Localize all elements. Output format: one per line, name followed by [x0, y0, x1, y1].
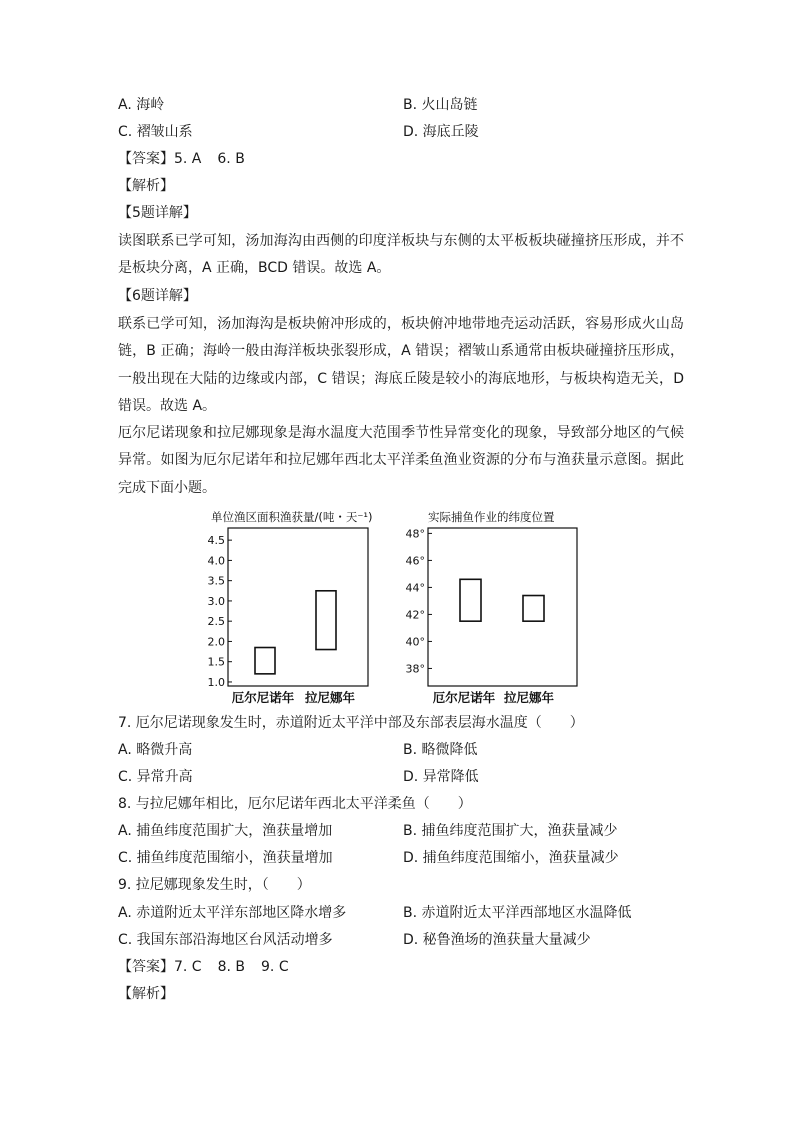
q9-option-d: D. 秘鲁渔场的渔获量大量减少: [403, 932, 591, 948]
answer-label-2: 【答案】: [118, 959, 174, 975]
answer-7: 7. C: [174, 959, 202, 975]
catch-range-bar: [316, 591, 336, 650]
latitude-ytick-label: 48°: [405, 527, 425, 541]
q7-option-b: B. 略微降低: [403, 742, 478, 758]
q9-option-c: C. 我国东部沿海地区台风活动增多: [118, 932, 333, 948]
latitude-chart-svg: [400, 506, 590, 706]
q8-option-b: B. 捕鱼纬度范围扩大，渔获量减少: [403, 823, 618, 839]
latitude-ytick-label: 42°: [405, 608, 425, 622]
q6-option-a: A. 海岭: [118, 97, 165, 113]
latitude-ytick-label: 46°: [405, 554, 425, 568]
latitude-ytick-label: 40°: [405, 635, 425, 649]
latitude-ytick-label: 44°: [405, 581, 425, 595]
answer-9: 9. C: [261, 959, 289, 975]
catch-ytick-label: 4.0: [207, 554, 225, 568]
latitude-range-bar: [460, 579, 481, 621]
q6-option-b: B. 火山岛链: [403, 97, 478, 113]
catch-ytick-label: 1.0: [207, 675, 225, 689]
answer-8: 8. B: [217, 959, 246, 975]
catch-ytick-label: 3.0: [207, 594, 225, 608]
catch-ytick-label: 2.5: [207, 615, 225, 629]
analysis-label: 【解析】: [118, 178, 174, 194]
answer-6: 6. B: [217, 151, 245, 167]
latitude-chart-title: 实际捕鱼作业的纬度位置: [428, 510, 555, 524]
q7-option-a: A. 略微升高: [118, 742, 193, 758]
answer-label: 【答案】: [118, 151, 174, 167]
catch-chart-title: 单位渔区面积渔获量/(吨・天⁻¹): [211, 510, 373, 524]
intro-text: 厄尔尼诺现象和拉尼娜现象是海水温度大范围季节性异常变化的现象，导致部分地区的气候异常。如图为厄尔尼诺年和拉尼娜年西北太平洋柔鱼渔业资源的分布与渔获量示意图。据此完成下面小题。: [118, 425, 684, 496]
q7-stem: 7. 厄尔尼诺现象发生时，赤道附近太平洋中部及东部表层海水温度（ ）: [118, 715, 584, 731]
q9-stem: 9. 拉尼娜现象发生时，（ ）: [118, 877, 311, 893]
q8-stem: 8. 与拉尼娜年相比，厄尔尼诺年西北太平洋柔鱼（ ）: [118, 796, 472, 812]
latitude-chart-frame: [428, 528, 577, 686]
q9-option-a: A. 赤道附近太平洋东部地区降水增多: [118, 905, 347, 921]
q9-option-b: B. 赤道附近太平洋西部地区水温降低: [403, 905, 632, 921]
latitude-range-bar: [523, 596, 544, 622]
catch-chart-svg: [198, 506, 388, 706]
catch-category-label: 厄尔尼诺年: [231, 690, 295, 705]
catch-ytick-label: 3.5: [207, 574, 225, 588]
catch-category-label: 拉尼娜年: [304, 690, 356, 705]
q8-option-a: A. 捕鱼纬度范围扩大，渔获量增加: [118, 823, 333, 839]
latitude-category-label: 厄尔尼诺年: [432, 690, 496, 705]
q6-detail-text: 联系已学可知，汤加海沟是板块俯冲形成的，板块俯冲地带地壳运动活跃，容易形成火山岛链，B 正确；海岭一般由海洋板块张裂形成，A 错误；褶皱山系通常由板块碰撞挤压形成，一般出现在大陆的边缘或内部，C 错误；海底丘陵是较小的海底地形，与板块构造无关，D 错误。故选 A。: [118, 316, 684, 414]
catch-range-bar: [255, 648, 275, 674]
q6-option-d: D. 海底丘陵: [403, 124, 479, 140]
answer-5: 5. A: [174, 151, 202, 167]
q6-detail-label: 【6题详解】: [118, 288, 197, 304]
q7-option-d: D. 异常降低: [403, 769, 479, 785]
latitude-chart: [400, 506, 590, 706]
catch-ytick-label: 1.5: [207, 655, 225, 669]
q7-option-c: C. 异常升高: [118, 769, 193, 785]
q6-option-c: C. 褶皱山系: [118, 124, 193, 140]
catch-chart-frame: [228, 528, 368, 686]
latitude-ytick-label: 38°: [405, 662, 425, 676]
catch-ytick-label: 2.0: [207, 635, 225, 649]
q5-detail-label: 【5题详解】: [118, 205, 197, 221]
latitude-category-label: 拉尼娜年: [503, 690, 555, 705]
catch-ytick-label: 4.5: [207, 534, 225, 548]
catch-chart: [198, 506, 388, 706]
analysis-label-2: 【解析】: [118, 986, 174, 1002]
q8-option-c: C. 捕鱼纬度范围缩小，渔获量增加: [118, 850, 333, 866]
answer-line-1: [118, 150, 245, 169]
answer-line-2: [118, 958, 289, 977]
q8-option-d: D. 捕鱼纬度范围缩小，渔获量减少: [403, 850, 619, 866]
q5-detail-text: 读图联系已学可知，汤加海沟由西侧的印度洋板块与东侧的太平板板块碰撞挤压形成，并不是板块分离，A 正确，BCD 错误。故选 A。: [118, 233, 684, 277]
